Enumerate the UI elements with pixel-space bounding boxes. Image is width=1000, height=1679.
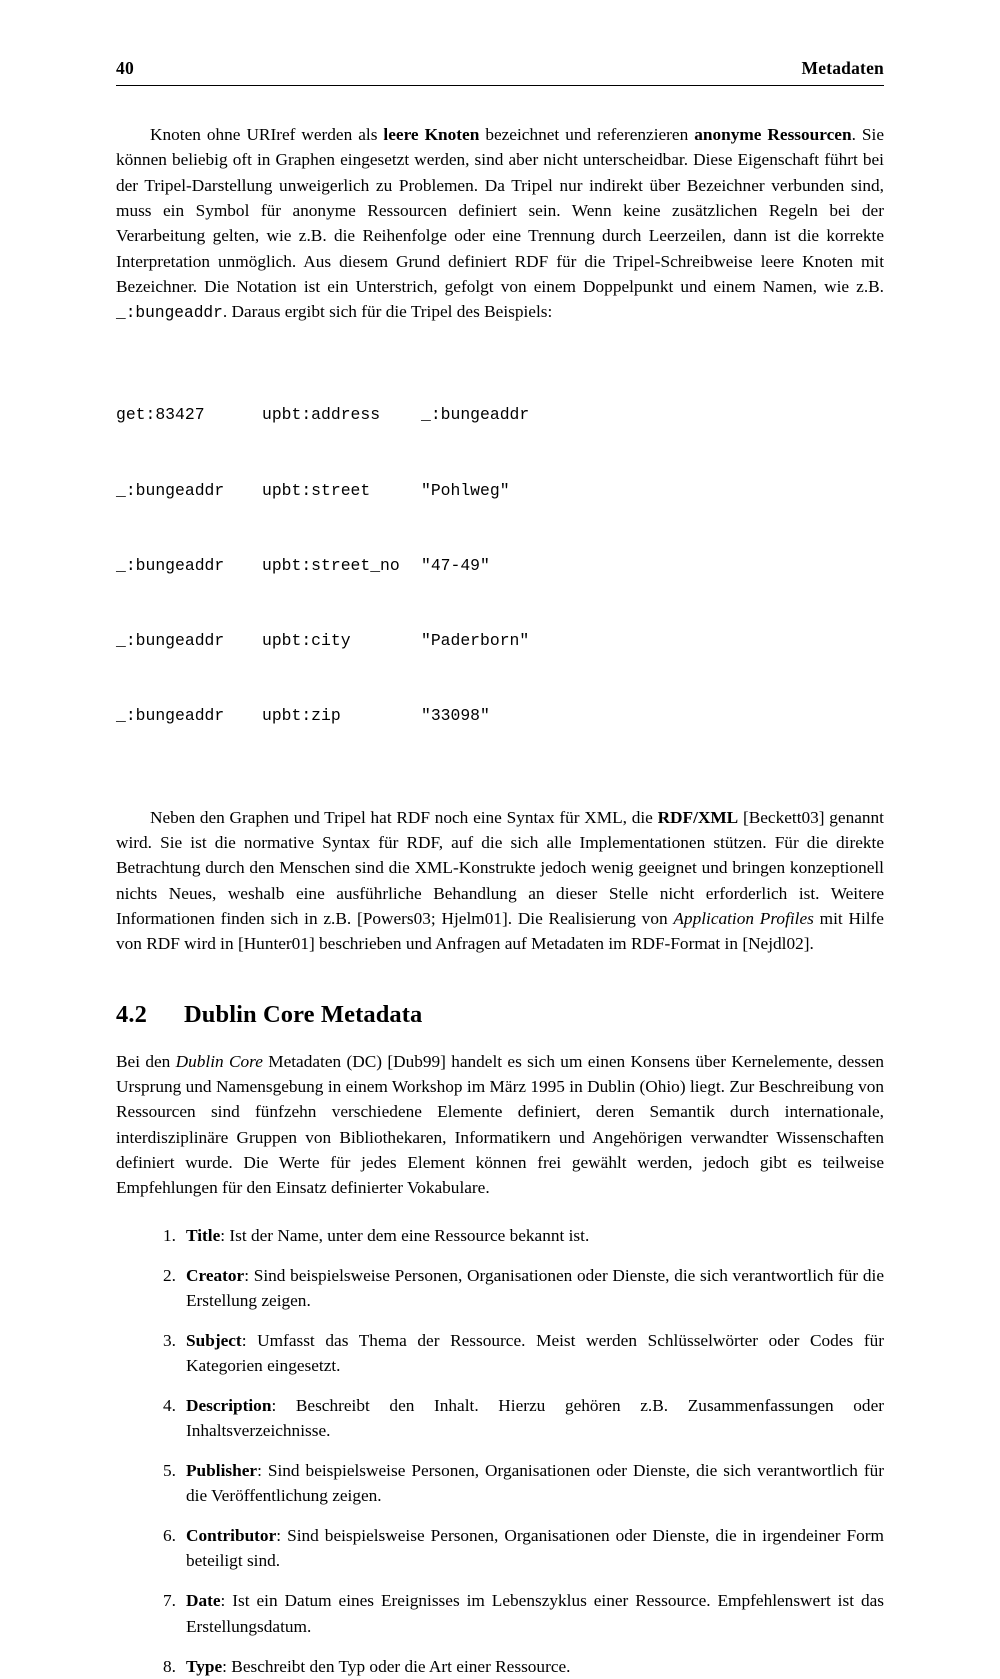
paragraph-rdfxml	[116, 805, 884, 957]
code-predicate: upbt:zip	[262, 706, 341, 726]
list-item	[116, 1393, 884, 1443]
list-marker: 1.	[163, 1225, 176, 1245]
code-line	[116, 478, 884, 503]
emphasis-anonyme-ressourcen: anonyme Ressourcen	[694, 125, 852, 144]
list-marker: 4.	[163, 1395, 176, 1415]
code-subject: get:83427	[116, 405, 205, 425]
code-line	[116, 703, 884, 728]
list-marker: 8.	[163, 1656, 176, 1676]
text-fragment: . Sie können beliebig oft in Graphen eingesetzt werden, sind aber nicht unterscheidbar. Diese Eigenschaft führt bei der Tripel-Darstellung unweigerlich zu Problemen. Da Tripel nur indirekt über Bezeichner verbunden sind, muss ein Symbol für anonyme Ressourcen definiert sein. Wenn keine zusätzlichen Regeln bei der Verarbeitung gelten, wie z.B. die Reihenfolge oder eine Trennung durch Leerzeilen, dann ist die korrekte Interpretation unmöglich. Aus diesem Grund definiert RDF für die Tripel-Schreibweise leere Knoten mit Bezeichner. Die Notation ist ein Unterstrich, gefolgt von einem Doppelpunkt und einem Namen, wie z.B.	[116, 125, 884, 296]
dc-description: : Sind beispielsweise Personen, Organisationen oder Dienste, die sich verantwortlich für die Veröffentlichung zeigen.	[186, 1461, 884, 1506]
text-fragment: bezeichnet und referenzieren	[479, 125, 695, 144]
dc-term: Contributor	[186, 1526, 277, 1546]
list-marker: 7.	[163, 1591, 176, 1611]
list-marker: 2.	[163, 1265, 176, 1285]
code-predicate: upbt:address	[262, 405, 381, 425]
emphasis-leere-knoten: leere Knoten	[383, 125, 480, 144]
dc-description: : Beschreibt den Inhalt. Hierzu gehören z.B. Zusammenfassungen oder Inhaltsverzeichnisse.	[186, 1395, 884, 1441]
text-fragment: Knoten ohne URIref werden als	[150, 125, 384, 144]
code-object: "Paderborn"	[421, 631, 530, 651]
code-predicate: upbt:street	[262, 480, 371, 500]
code-subject: _:bungeaddr	[116, 555, 225, 575]
code-object: "Pohlweg"	[421, 480, 510, 500]
list-item	[116, 1523, 884, 1573]
text-fragment: Bei den	[116, 1051, 176, 1071]
text-fragment: . Daraus ergibt sich für die Tripel des Beispiels:	[222, 302, 553, 322]
dc-description: : Ist ein Datum eines Ereignisses im Lebenszyklus einer Ressource. Empfehlenswert ist das Erstellungsdatum.	[186, 1591, 884, 1636]
code-block-triples	[116, 352, 884, 779]
chapter-title: Metadaten	[801, 58, 884, 78]
text-fragment: Neben den Graphen und Tripel hat RDF noch eine Syntax für XML, die	[150, 807, 658, 827]
page-number: 40	[116, 58, 134, 78]
code-line	[116, 402, 884, 427]
page-header	[116, 58, 884, 86]
emphasis-rdfxml: RDF/XML	[657, 807, 739, 827]
dc-term: Title	[186, 1225, 221, 1245]
text-fragment: mit Hilfe von RDF wird in [Hunter01] beschrieben und Anfragen auf Metadaten im RDF-Format in [Nejdl02].	[116, 908, 884, 954]
italic-application-profiles: Application Profiles	[673, 908, 814, 928]
code-subject: _:bungeaddr	[116, 480, 225, 500]
dublin-core-element-list	[116, 1223, 884, 1679]
dc-description: : Sind beispielsweise Personen, Organisationen oder Dienste, die sich verantwortlich für die Erstellung zeigen.	[186, 1265, 884, 1310]
list-item	[116, 1458, 884, 1508]
dc-term: Subject	[186, 1330, 242, 1350]
dc-description: : Sind beispielsweise Personen, Organisationen oder Dienste, die in irgendeiner Form beteiligt sind.	[186, 1526, 884, 1571]
dc-term: Date	[186, 1591, 221, 1611]
section-heading	[116, 1001, 884, 1029]
paragraph-blank-nodes	[116, 122, 884, 326]
dc-description: : Umfasst das Thema der Ressource. Meist werden Schlüsselwörter oder Codes für Kategorien eingesetzt.	[186, 1330, 884, 1375]
code-predicate: upbt:city	[262, 631, 351, 651]
text-fragment: Metadaten (DC) [Dub99] handelt es sich um einen Konsens über Kernelemente, dessen Ursprung und Namensgebung in einem Workshop im März 1995 in Dublin (Ohio) liegt. Zur Beschreibung von Ressourcen sind fünfzehn verschiedene Elemente definiert, deren Semantik durch internationale, interdisziplinäre Gruppen von Bibliothekaren, Informatikern und Angehörigen verwandter Wissenschaften definiert wurde. Die Werte für jedes Element können frei gewählt werden, jedoch gibt es teilweise Empfehlungen für den Einsatz definierter Vokabulare.	[116, 1051, 885, 1198]
code-subject: _:bungeaddr	[116, 706, 225, 726]
paragraph-dublin-core-intro	[116, 1049, 884, 1201]
list-item	[116, 1328, 884, 1378]
list-item	[116, 1263, 884, 1313]
code-subject: _:bungeaddr	[116, 631, 225, 651]
dc-description: : Beschreibt den Typ oder die Art einer Ressource.	[222, 1656, 571, 1676]
inline-code-bungeaddr: _:bungeaddr	[116, 304, 223, 323]
list-item	[116, 1223, 884, 1248]
dc-description: : Ist der Name, unter dem eine Ressource bekannt ist.	[220, 1225, 590, 1245]
list-marker: 3.	[163, 1330, 176, 1350]
dc-term: Publisher	[186, 1461, 258, 1481]
code-line	[116, 628, 884, 653]
section-number: 4.2	[116, 1000, 147, 1028]
code-line	[116, 553, 884, 578]
list-marker: 5.	[163, 1461, 176, 1481]
code-object: "47-49"	[421, 555, 490, 575]
code-object: _:bungeaddr	[421, 405, 530, 425]
dc-term: Creator	[186, 1265, 245, 1285]
dc-term: Description	[186, 1395, 272, 1415]
list-item	[116, 1654, 884, 1679]
code-object: "33098"	[421, 706, 490, 726]
list-item	[116, 1588, 884, 1638]
section-title: Dublin Core Metadata	[184, 1000, 423, 1028]
text-fragment: [Beckett03] genannt wird. Sie ist die normative Syntax für RDF, auf die sich alle Implementationen stützen. Für die direkte Betrachtung durch den Menschen sind die XML-Konstrukte jedoch wenig geeignet und bringen konzeptionell nichts Neues, weshalb eine ausführliche Behandlung an dieser Stelle nicht erforderlich ist. Weitere Informationen finden sich in z.B. [Powers03; Hjelm01]. Die Realisierung von	[116, 807, 884, 928]
code-predicate: upbt:street_no	[262, 555, 400, 575]
list-marker: 6.	[163, 1526, 176, 1546]
dc-term: Type	[186, 1656, 223, 1676]
italic-dublin-core: Dublin Core	[175, 1051, 263, 1071]
